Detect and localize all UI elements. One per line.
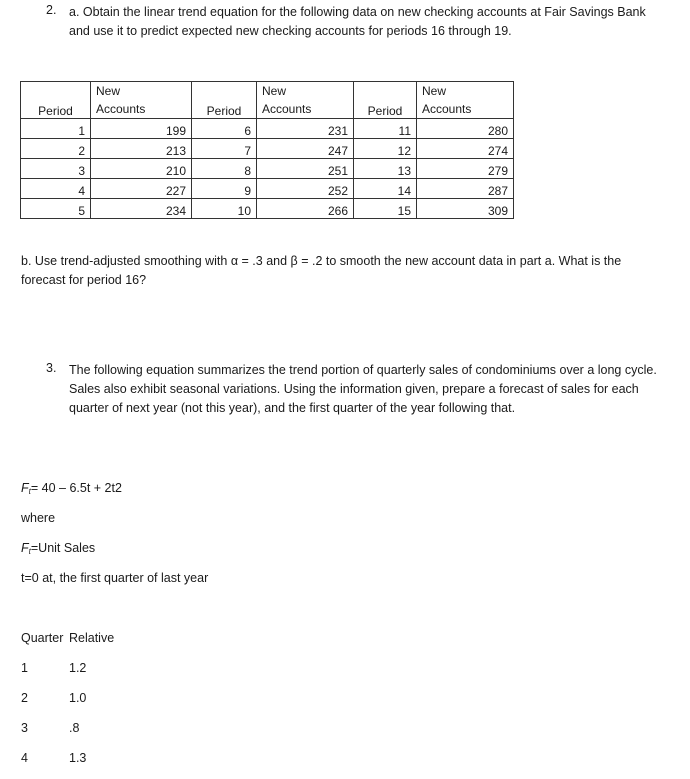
table-cell: 10 [192,199,257,219]
q3-number: 3. [46,361,57,375]
quarter-number: 3 [21,721,28,735]
table-row [21,199,514,219]
header-accounts-2: New Accounts [257,82,354,119]
table-cell: 13 [354,159,417,179]
table-cell: 287 [417,179,514,199]
table-cell: 14 [354,179,417,199]
table-row [21,179,514,199]
seasonal-relative: 1.3 [69,751,87,765]
table-cell: 6 [192,119,257,139]
table-cell: 199 [91,119,192,139]
table-cell: 7 [192,139,257,159]
header-accounts-3: New Accounts [417,82,514,119]
table-cell: 227 [91,179,192,199]
quarter-number: 2 [21,691,28,705]
table-cell: 15 [354,199,417,219]
table-cell: 280 [417,119,514,139]
quarter-number: 1 [21,661,28,675]
table-cell: 252 [257,179,354,199]
t-definition: t=0 at, the first quarter of last year [21,571,209,585]
table-cell: 234 [91,199,192,219]
table-cell: 3 [21,159,91,179]
header-period-1: Period [21,82,91,119]
seasonal-relative: 1.0 [69,691,87,705]
q2-number: 2. [46,3,57,17]
table-cell: 213 [91,139,192,159]
table-cell: 251 [257,159,354,179]
table-row [21,119,514,139]
table-cell: 274 [417,139,514,159]
q2-part-a-text: a. Obtain the linear trend equation for the following data on new checking accounts at Fair Savings Bank and use it to predict expected new checking accounts for periods 16 through 19. [69,5,646,38]
table-cell: 210 [91,159,192,179]
table-header-row [21,82,514,119]
seasonal-relative: .8 [69,721,80,735]
table-cell: 1 [21,119,91,139]
table-cell: 5 [21,199,91,219]
table-cell: 11 [354,119,417,139]
quarter-header: Quarter [21,631,64,645]
table-cell: 4 [21,179,91,199]
table-cell: 266 [257,199,354,219]
table-cell: 231 [257,119,354,139]
table-cell: 2 [21,139,91,159]
unit-sales-definition: $F_t=Unit$ Sales [21,541,96,556]
table-cell: 309 [417,199,514,219]
table-cell: 279 [417,159,514,179]
checking-accounts-table [20,81,514,219]
table-cell: 8 [192,159,257,179]
table-cell: 12 [354,139,417,159]
table-row [21,159,514,179]
quarter-number: 4 [21,751,28,765]
header-period-3: Period [354,82,417,119]
trend-equation: $F_t= 40 - 6.5t + 2t2$ [21,481,122,496]
header-accounts-1: New Accounts [91,82,192,119]
table-row [21,139,514,159]
q2-part-b-text: b. Use trend-adjusted smoothing with α = .3 and β = .2 to smooth the new account data in part a. What is the forecast for period 16? [21,254,622,287]
seasonal-relative: 1.2 [69,661,87,675]
q3-text: The following equation summarizes the trend portion of quarterly sales of condominiums over a long cycle. Sales also exhibit seasonal variations. Using the information given, prepare a forecast of sales for each quarter of next year (not this year), and the first quarter of the year following that. [69,363,657,415]
table-cell: 9 [192,179,257,199]
where-label: where [21,511,56,525]
table-cell: 247 [257,139,354,159]
header-period-2: Period [192,82,257,119]
relative-header: Relative [69,631,115,645]
